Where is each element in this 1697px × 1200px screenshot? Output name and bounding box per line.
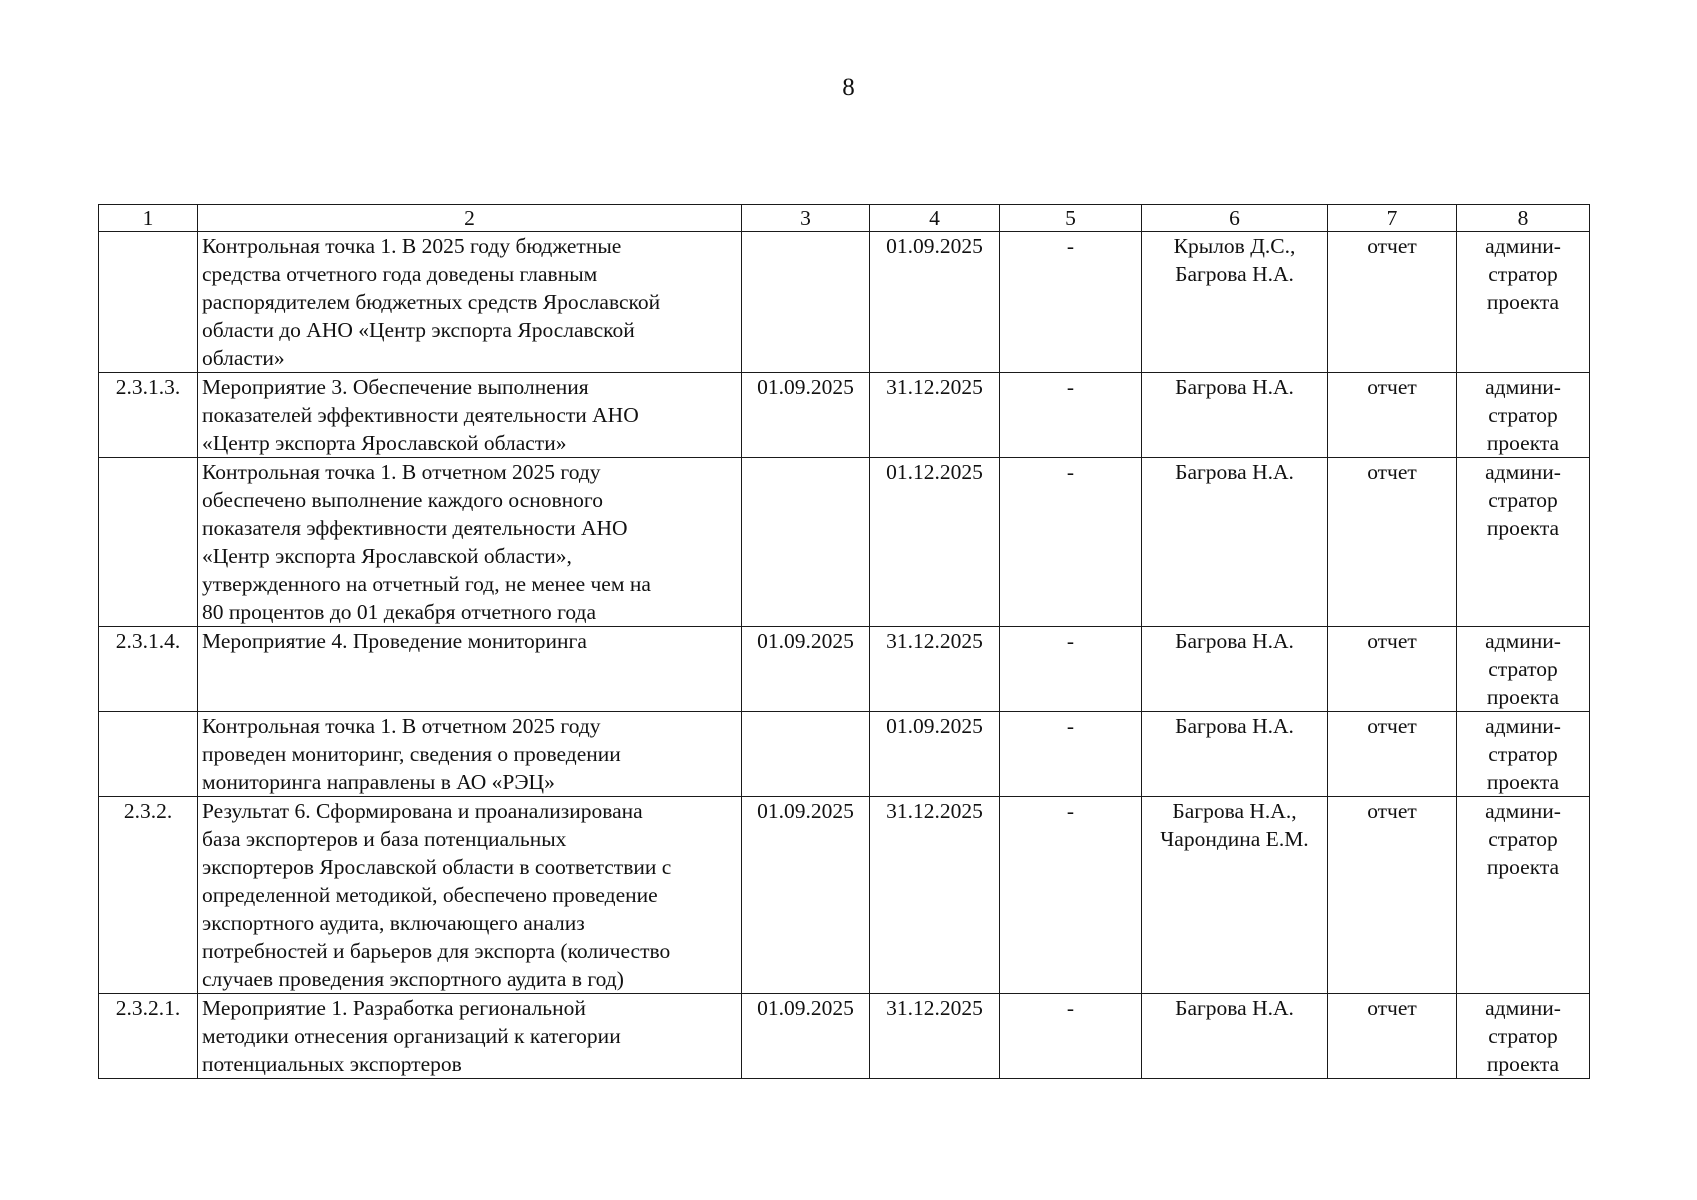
row-number — [99, 627, 198, 712]
responsible-role-text: админи- стратор проекта — [1485, 234, 1561, 314]
column-5-value — [1000, 994, 1142, 1079]
responsible-role — [1457, 627, 1590, 712]
row-description-text: Контрольная точка 1. В 2025 году бюджетные средства отчетного года доведены главным распорядителем бюджетных средств Ярославской области до АНО «Центр экспорта Ярославской области» — [202, 234, 661, 370]
column-header: 4 — [870, 205, 1000, 232]
responsible-person-text: Багрова Н.А. — [1175, 714, 1294, 738]
responsible-person — [1142, 458, 1328, 627]
row-description — [198, 458, 742, 627]
column-header: 3 — [742, 205, 870, 232]
table-row — [99, 627, 1590, 712]
column-5-value — [1000, 458, 1142, 627]
document-type-text: отчет — [1367, 799, 1417, 823]
row-number-text: 2.3.2. — [123, 799, 173, 823]
document-type — [1328, 458, 1457, 627]
responsible-person — [1142, 232, 1328, 373]
column-5-value — [1000, 373, 1142, 458]
column-5-value-text: - — [1066, 234, 1075, 258]
row-number — [99, 458, 198, 627]
row-number-text: 2.3.1.4. — [115, 629, 181, 653]
table-row — [99, 232, 1590, 373]
document-type-text: отчет — [1367, 996, 1417, 1020]
document-type — [1328, 994, 1457, 1079]
row-description — [198, 232, 742, 373]
document-type — [1328, 373, 1457, 458]
document-type — [1328, 712, 1457, 797]
end-date — [870, 232, 1000, 373]
column-5-value — [1000, 627, 1142, 712]
row-number — [99, 373, 198, 458]
table-row — [99, 373, 1590, 458]
start-date — [742, 994, 870, 1079]
table-row — [99, 712, 1590, 797]
responsible-role-text: админи- стратор проекта — [1485, 460, 1561, 540]
row-description — [198, 994, 742, 1079]
row-number-text: 2.3.2.1. — [115, 996, 181, 1020]
responsible-person-text: Багрова Н.А. — [1175, 629, 1294, 653]
column-header: 2 — [198, 205, 742, 232]
table-row — [99, 797, 1590, 994]
responsible-role — [1457, 712, 1590, 797]
responsible-person-text: Багрова Н.А. — [1175, 996, 1294, 1020]
start-date — [742, 712, 870, 797]
end-date-text: 31.12.2025 — [886, 799, 983, 823]
responsible-person — [1142, 797, 1328, 994]
responsible-person-text: Багрова Н.А. — [1175, 460, 1294, 484]
responsible-role — [1457, 458, 1590, 627]
column-5-value — [1000, 797, 1142, 994]
responsible-person-text: Крылов Д.С., Багрова Н.А. — [1173, 234, 1296, 286]
column-5-value-text: - — [1066, 375, 1075, 399]
row-description — [198, 797, 742, 994]
plan-table — [98, 204, 1590, 1079]
responsible-person — [1142, 627, 1328, 712]
row-number — [99, 712, 198, 797]
start-date-text: 01.09.2025 — [757, 375, 854, 399]
responsible-person — [1142, 994, 1328, 1079]
responsible-role-text: админи- стратор проекта — [1485, 996, 1561, 1076]
responsible-role-text: админи- стратор проекта — [1485, 375, 1561, 455]
row-number — [99, 797, 198, 994]
responsible-role — [1457, 994, 1590, 1079]
responsible-role — [1457, 373, 1590, 458]
page-number: 8 — [842, 74, 855, 101]
document-type-text: отчет — [1367, 375, 1417, 399]
row-description — [198, 712, 742, 797]
end-date-text: 31.12.2025 — [886, 629, 983, 653]
start-date — [742, 232, 870, 373]
responsible-person — [1142, 373, 1328, 458]
column-header: 1 — [99, 205, 198, 232]
column-5-value-text: - — [1066, 799, 1075, 823]
start-date — [742, 458, 870, 627]
end-date — [870, 994, 1000, 1079]
column-5-value — [1000, 232, 1142, 373]
column-5-value — [1000, 712, 1142, 797]
start-date — [742, 373, 870, 458]
column-5-value-text: - — [1066, 460, 1075, 484]
column-5-value-text: - — [1066, 714, 1075, 738]
responsible-role — [1457, 797, 1590, 994]
row-description — [198, 627, 742, 712]
responsible-person-text: Багрова Н.А., Чарондина Е.М. — [1160, 799, 1309, 851]
row-number — [99, 232, 198, 373]
document-type — [1328, 232, 1457, 373]
responsible-role — [1457, 232, 1590, 373]
end-date-text: 01.09.2025 — [886, 714, 983, 738]
column-header: 8 — [1457, 205, 1590, 232]
document-type-text: отчет — [1367, 234, 1417, 258]
column-header: 5 — [1000, 205, 1142, 232]
row-number — [99, 994, 198, 1079]
row-number-text: 2.3.1.3. — [115, 375, 181, 399]
start-date — [742, 797, 870, 994]
end-date — [870, 627, 1000, 712]
row-description-text: Контрольная точка 1. В отчетном 2025 году обеспечено выполнение каждого основного показателя эффективности деятельности АНО «Центр экспорта Ярославской области», утвержденного на отчетный год, не менее чем на 80 процентов до 01 декабря отчетного года — [202, 460, 651, 624]
column-header: 7 — [1328, 205, 1457, 232]
table-row — [99, 994, 1590, 1079]
end-date-text: 01.12.2025 — [886, 460, 983, 484]
end-date — [870, 797, 1000, 994]
row-description-text: Результат 6. Сформирована и проанализирована база экспортеров и база потенциальных экспортеров Ярославской области в соответствии с определенной методикой, обеспечено проведение экспортного аудита, включающего анализ потребностей и барьеров для экспорта (количество случаев проведения экспортного аудита в год) — [202, 799, 672, 991]
column-5-value-text: - — [1066, 996, 1075, 1020]
start-date — [742, 627, 870, 712]
document-type-text: отчет — [1367, 629, 1417, 653]
end-date-text: 31.12.2025 — [886, 996, 983, 1020]
row-description — [198, 373, 742, 458]
responsible-role-text: админи- стратор проекта — [1485, 799, 1561, 879]
start-date-text: 01.09.2025 — [757, 629, 854, 653]
document-type-text: отчет — [1367, 460, 1417, 484]
responsible-role-text: админи- стратор проекта — [1485, 714, 1561, 794]
column-5-value-text: - — [1066, 629, 1075, 653]
end-date — [870, 373, 1000, 458]
column-header: 6 — [1142, 205, 1328, 232]
responsible-role-text: админи- стратор проекта — [1485, 629, 1561, 709]
document-type — [1328, 627, 1457, 712]
header-row — [99, 205, 1590, 232]
document-type — [1328, 797, 1457, 994]
start-date-text: 01.09.2025 — [757, 996, 854, 1020]
table-row — [99, 458, 1590, 627]
end-date-text: 31.12.2025 — [886, 375, 983, 399]
document-type-text: отчет — [1367, 714, 1417, 738]
end-date — [870, 712, 1000, 797]
row-description-text: Мероприятие 1. Разработка региональной методики отнесения организаций к категории потенциальных экспортеров — [202, 996, 621, 1076]
end-date-text: 01.09.2025 — [886, 234, 983, 258]
row-description-text: Мероприятие 4. Проведение мониторинга — [202, 629, 587, 653]
responsible-person — [1142, 712, 1328, 797]
row-description-text: Мероприятие 3. Обеспечение выполнения показателей эффективности деятельности АНО «Центр экспорта Ярославской области» — [202, 375, 639, 455]
start-date-text: 01.09.2025 — [757, 799, 854, 823]
responsible-person-text: Багрова Н.А. — [1175, 375, 1294, 399]
end-date — [870, 458, 1000, 627]
row-description-text: Контрольная точка 1. В отчетном 2025 году проведен мониторинг, сведения о проведении мониторинга направлены в АО «РЭЦ» — [202, 714, 621, 794]
